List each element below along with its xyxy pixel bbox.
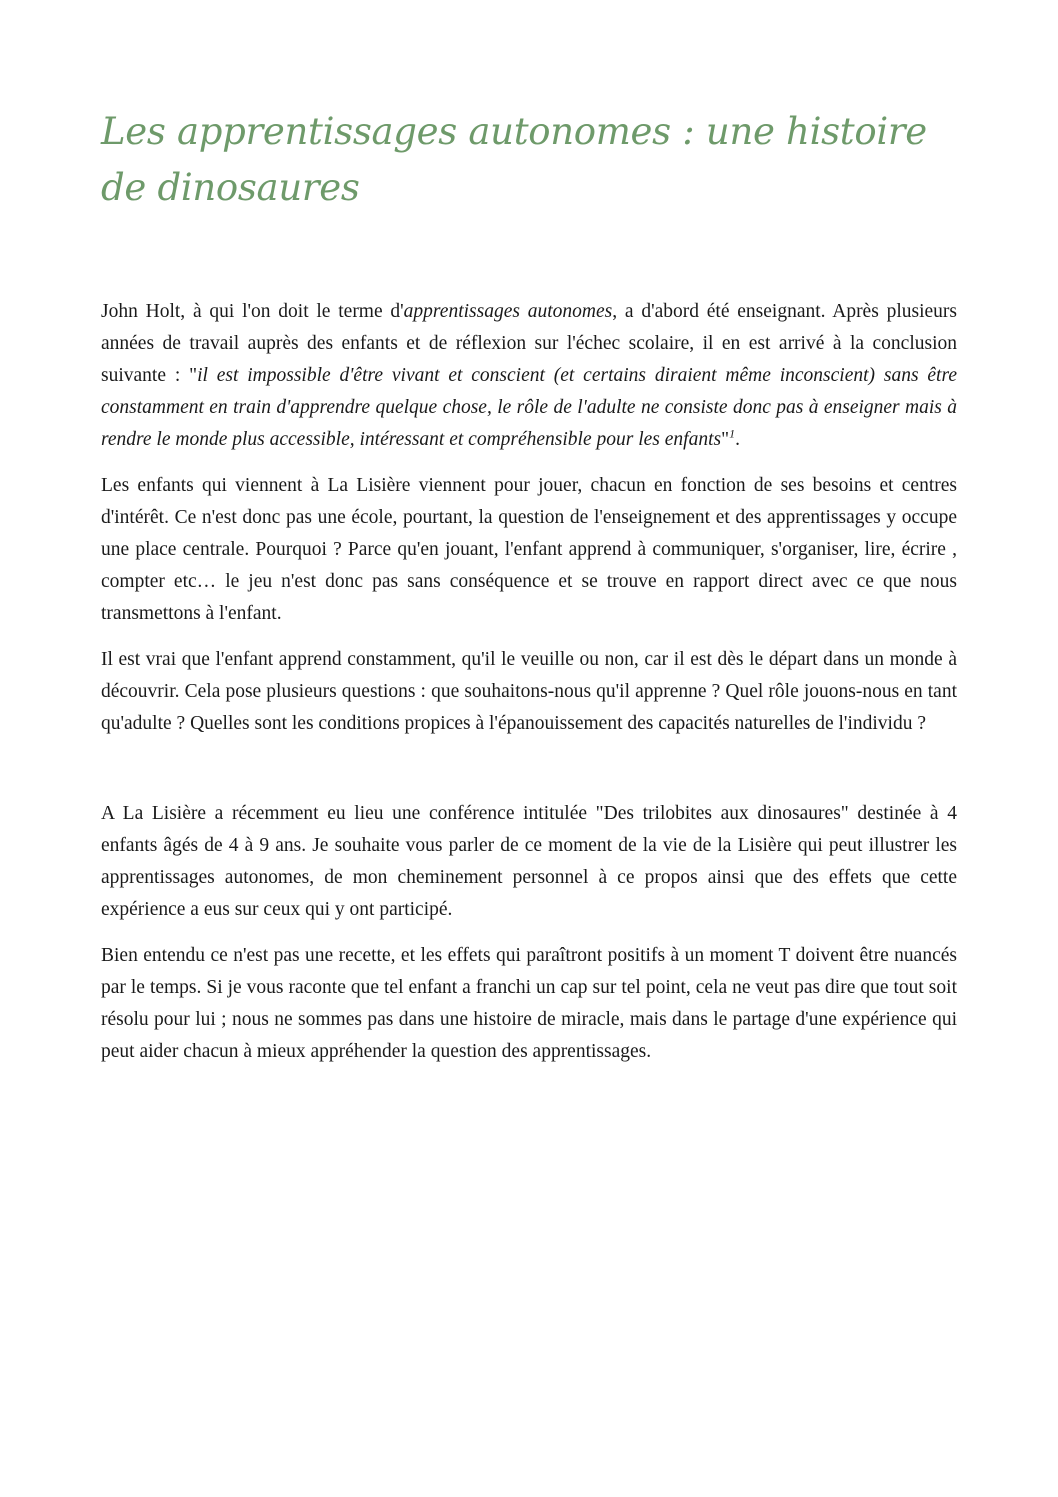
document-title: Les apprentissages autonomes : une histoire de dinosaures <box>101 110 927 209</box>
paragraph-1-end: . <box>735 429 740 450</box>
paragraph-1-term: apprentissages autonomes <box>403 301 613 322</box>
paragraph-1-quote-close: " <box>721 429 730 450</box>
paragraph-1-lead: John Holt, à qui l'on doit le terme d' <box>101 301 404 322</box>
paragraph-1-quote: il est impossible d'être vivant et conscient (et certains diraient même inconscient) sans être constamment en train d'apprendre quelque chose, le rôle de l'adulte ne consiste donc pas à enseigner mais à rendre le monde plus accessible, intéressant et compréhensible pour les enfants <box>101 365 957 450</box>
paragraph-1 <box>101 296 957 456</box>
paragraph-4: A La Lisière a récemment eu lieu une conférence intitulée "Des trilobites aux dinosaures" destinée à 4 enfants âgés de 4 à 9 ans. Je souhaite vous parler de ce moment de la vie de la Lisière qui peut illustrer les apprentissages autonomes, de mon cheminement personnel à ce propos ainsi que des effets que cette expérience a eus sur ceux qui y ont participé. <box>101 803 957 920</box>
paragraph-1-mid: , a d'abord été enseignant. Après plusieurs années de travail auprès des enfants et de réflexion sur l'échec scolaire, il en est arrivé à la conclusion suivante : " <box>101 301 957 386</box>
paragraph-3: Il est vrai que l'enfant apprend constamment, qu'il le veuille ou non, car il est dès le départ dans un monde à découvrir. Cela pose plusieurs questions : que souhaitons-nous qu'il apprenne ? Quel rôle jouons-nous en tant qu'adulte ? Quelles sont les conditions propices à l'épanouissement des capacités naturelles de l'individu ? <box>101 649 957 734</box>
footnote-marker[interactable]: 1 <box>729 426 736 441</box>
paragraph-2: Les enfants qui viennent à La Lisière viennent pour jouer, chacun en fonction de ses besoins et centres d'intérêt. Ce n'est donc pas une école, pourtant, la question de l'enseignement et des apprentissages y occupe une place centrale. Pourquoi ? Parce qu'en jouant, l'enfant apprend à communiquer, s'organiser, lire, écrire , compter etc… le jeu n'est donc pas sans conséquence et se trouve en rapport direct avec ce que nous transmettons à l'enfant. <box>101 475 957 624</box>
paragraph-5: Bien entendu ce n'est pas une recette, et les effets qui paraîtront positifs à un moment T doivent être nuancés par le temps. Si je vous raconte que tel enfant a franchi un cap sur tel point, cela ne veut pas dire que tout soit résolu pour lui ; nous ne sommes pas dans une histoire de miracle, mais dans le partage d'une expérience qui peut aider chacun à mieux appréhender la question des apprentissages. <box>101 945 957 1062</box>
document-body <box>101 296 957 1082</box>
